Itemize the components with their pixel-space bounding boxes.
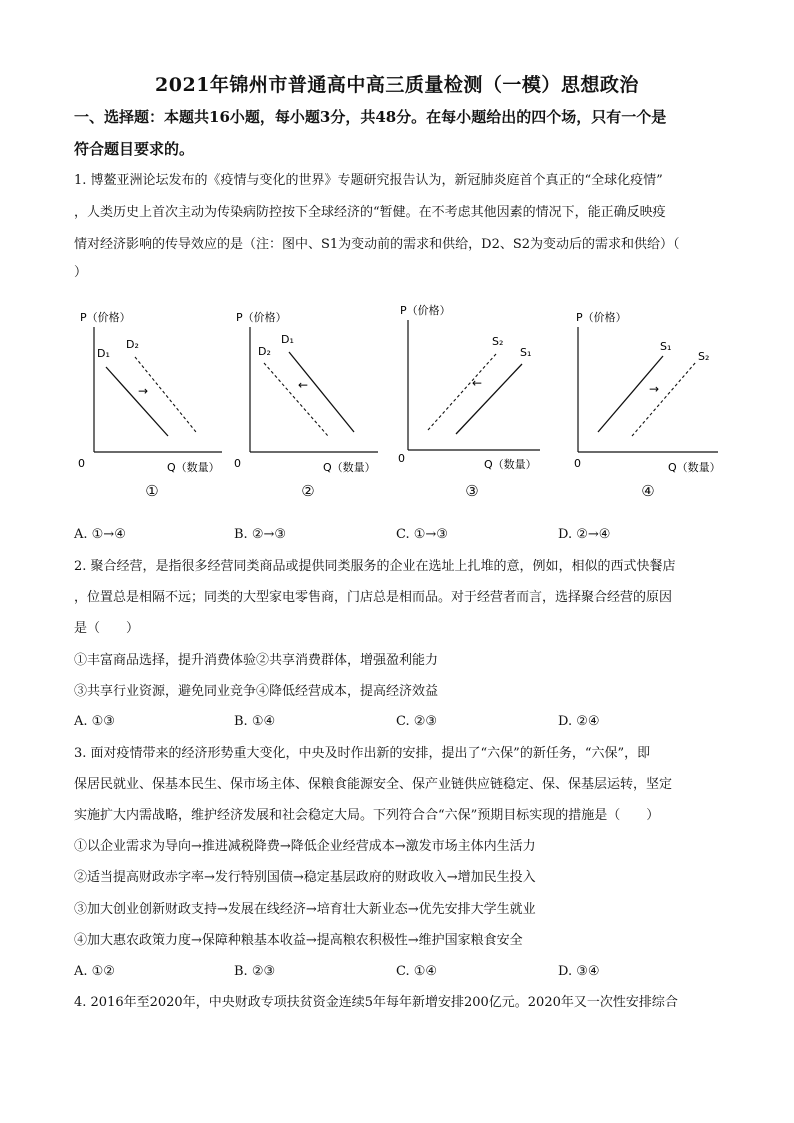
y-axis-label: P（价格） [576, 311, 627, 324]
q3-option-c[interactable]: C. ①④ [396, 964, 438, 979]
origin-label: 0 [398, 452, 405, 465]
q1-option-c[interactable]: C. ①→③ [396, 527, 448, 542]
chart-number: ④ [641, 482, 655, 500]
supply-demand-chart-1 [72, 300, 232, 505]
curve-label-s1: S₁ [520, 346, 532, 359]
q1-text-line: ，人类历史上首次主动为传染病防控按下全球经济的“暂健。在不考虑其他因素的情况下，能正确反映疫 [74, 205, 666, 220]
section-heading-line1: 一、选择题：本题共16小题，每小题3分，共48分。在每小题给出的四个场，只有一个是 [74, 108, 667, 126]
supply-curve-after [632, 362, 696, 436]
y-axis-label: P（价格） [236, 311, 287, 324]
demand-curve-before [106, 367, 168, 436]
demand-curve-after [264, 363, 328, 436]
q3-option-b[interactable]: B. ②③ [234, 964, 276, 979]
x-axis-label: Q（数量） [668, 461, 721, 474]
supply-demand-chart-3 [392, 300, 552, 505]
q1-option-b[interactable]: B. ②→③ [234, 527, 287, 542]
q2-item: ③共享行业资源，避免同业竞争④降低经营成本，提高经济效益 [74, 684, 439, 699]
origin-label: 0 [78, 457, 85, 470]
q3-item: ②适当提高财政赤字率→发行特别国债→稳定基层政府的财政收入→增加民生投入 [74, 870, 536, 885]
q2-option-c[interactable]: C. ②③ [396, 714, 438, 729]
q4-text-line: 4. 2016年至2020年，中央财政专项扶贫资金连续5年每年新增安排200亿元。2020年又一次性安排综合 [74, 995, 678, 1010]
origin-label: 0 [234, 457, 241, 470]
page-title: 2021年锦州市普通高中高三质量检测（一模）思想政治 [155, 74, 639, 96]
q3-item: ①以企业需求为导向→推进减税降费→降低企业经营成本→激发市场主体内生活力 [74, 839, 536, 854]
q2-item: ①丰富商品选择，提升消费体验②共享消费群体，增强盈利能力 [74, 653, 439, 668]
q3-option-d[interactable]: D. ③④ [558, 964, 600, 979]
q2-option-d[interactable]: D. ②④ [558, 714, 600, 729]
curve-label-s2: S₂ [492, 335, 504, 348]
curve-label-d2: D₂ [126, 338, 139, 351]
curve-label-s1: S₁ [660, 340, 672, 353]
chart-number: ① [145, 482, 159, 500]
section-heading-line2: 符合题目要求的。 [74, 140, 195, 158]
x-axis-label: Q（数量） [484, 458, 537, 471]
q3-text-line: 保居民就业、保基本民生、保市场主体、保粮食能源安全、保产业链供应链稳定、保、保基层运转，坚定 [74, 777, 673, 792]
origin-label: 0 [574, 457, 581, 470]
q2-option-a[interactable]: A. ①③ [74, 714, 115, 729]
supply-demand-chart-4 [568, 300, 728, 505]
q1-option-d[interactable]: D. ②→④ [558, 527, 611, 542]
chart-number: ③ [465, 482, 479, 500]
shift-arrow-icon: ← [298, 378, 309, 392]
demand-curve-before [289, 352, 354, 432]
q2-text-line: 是（ ） [74, 621, 140, 636]
shift-arrow-icon: → [649, 382, 660, 396]
q1-text-line: ） [74, 265, 88, 280]
supply-curve-before [456, 364, 522, 434]
supply-demand-chart-2 [228, 300, 388, 505]
q3-option-a[interactable]: A. ①② [74, 964, 115, 979]
q3-text-line: 3. 面对疫情带来的经济形势重大变化，中央及时作出新的安排，提出了“六保”的新任务，“六保”，即 [74, 746, 651, 761]
supply-curve-after [428, 354, 496, 430]
q3-text-line: 实施扩大内需战略，维护经济发展和社会稳定大局。下列符合合“六保”预期目标实现的措施是（ ） [74, 808, 660, 823]
chart-number: ② [301, 482, 315, 500]
q2-option-b[interactable]: B. ①④ [234, 714, 276, 729]
shift-arrow-icon: ← [472, 376, 483, 390]
shift-arrow-icon: → [138, 384, 149, 398]
q1-text-line: 1. 博鳌亚洲论坛发布的《疫情与变化的世界》专题研究报告认为，新冠肺炎庭首个真正的“全球化疫情” [74, 173, 663, 188]
q1-option-a[interactable]: A. ①→④ [74, 527, 126, 542]
curve-label-d1: D₁ [281, 333, 294, 346]
q2-text-line: 2. 聚合经营，是指很多经营同类商品或提供同类服务的企业在选址上扎堆的意，例如，相似的西式快餐店 [74, 559, 676, 574]
q3-item: ④加大惠农政策力度→保障种粮基本收益→提高粮农积极性→维护国家粮食安全 [74, 933, 523, 948]
q1-text-line: 情对经济影响的传导效应的是（注：图中、S1为变动前的需求和供给，D2、S2为变动后的需求和供给）（ [74, 237, 680, 252]
x-axis-label: Q（数量） [167, 461, 220, 474]
curve-label-s2: S₂ [698, 350, 710, 363]
x-axis-label: Q（数量） [323, 461, 376, 474]
curve-label-d1: D₁ [97, 347, 110, 360]
q2-text-line: ，位置总是相隔不远；同类的大型家电零售商，门店总是相而品。对于经营者而言，选择聚合经营的原因 [74, 590, 673, 605]
curve-label-d2: D₂ [258, 345, 271, 358]
y-axis-label: P（价格） [80, 311, 131, 324]
q3-item: ③加大创业创新财政支持→发展在线经济→培育壮大新业态→优先安排大学生就业 [74, 902, 536, 917]
y-axis-label: P（价格） [400, 304, 451, 317]
